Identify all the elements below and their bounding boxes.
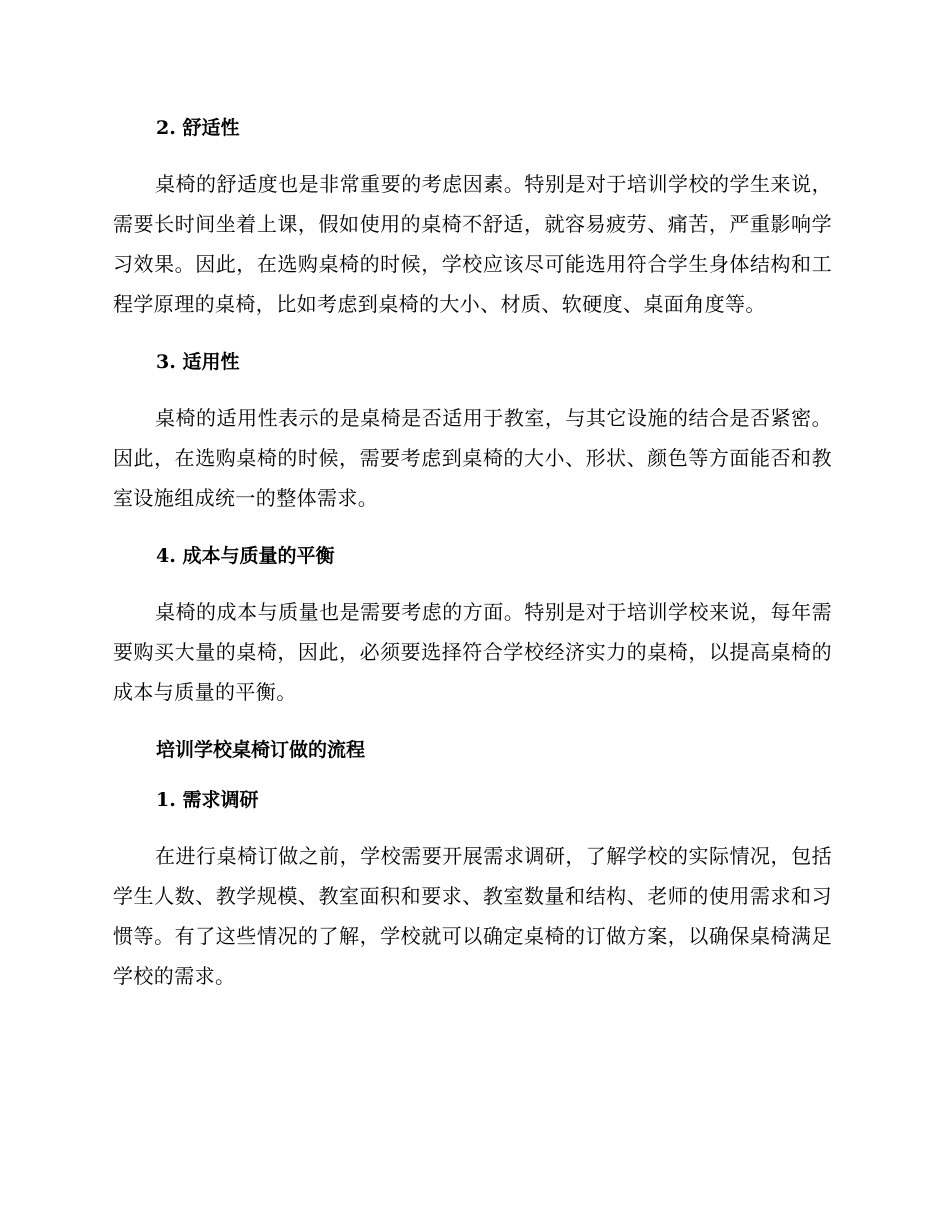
section-paragraph-applicability: 桌椅的适用性表示的是桌椅是否适用于教室，与其它设施的结合是否紧密。因此，在选购桌椅的时候，需要考虑到桌椅的大小、形状、颜色等方面能否和教室设施组成统一的整体需求。 <box>113 406 832 510</box>
section-paragraph-needs-research: 在进行桌椅订做之前，学校需要开展需求调研，了解学校的实际情况，包括学生人数、教学规模、教室面积和要求、教室数量和结构、老师的使用需求和习惯等。有了这些情况的了解，学校就可以确定桌椅的订做方案，以确保桌椅满足学校的需求。 <box>113 844 832 988</box>
section-heading-process: 培训学校桌椅订做的流程 <box>156 739 366 761</box>
section-heading-needs-research: 1. 需求调研 <box>156 789 259 811</box>
section-paragraph-comfort: 桌椅的舒适度也是非常重要的考虑因素。特别是对于培训学校的学生来说，需要长时间坐着上课，假如使用的桌椅不舒适，就容易疲劳、痛苦，严重影响学习效果。因此，在选购桌椅的时候，学校应该尽可能选用符合学生身体结构和工程学原理的桌椅，比如考虑到桌椅的大小、材质、软硬度、桌面角度等。 <box>113 172 832 316</box>
section-heading-applicability: 3. 适用性 <box>156 351 240 373</box>
section-heading-comfort: 2. 舒适性 <box>156 117 240 139</box>
section-heading-cost-quality: 4. 成本与质量的平衡 <box>156 545 335 567</box>
section-paragraph-cost-quality: 桌椅的成本与质量也是需要考虑的方面。特别是对于培训学校来说，每年需要购买大量的桌椅，因此，必须要选择符合学校经济实力的桌椅，以提高桌椅的成本与质量的平衡。 <box>113 600 832 704</box>
